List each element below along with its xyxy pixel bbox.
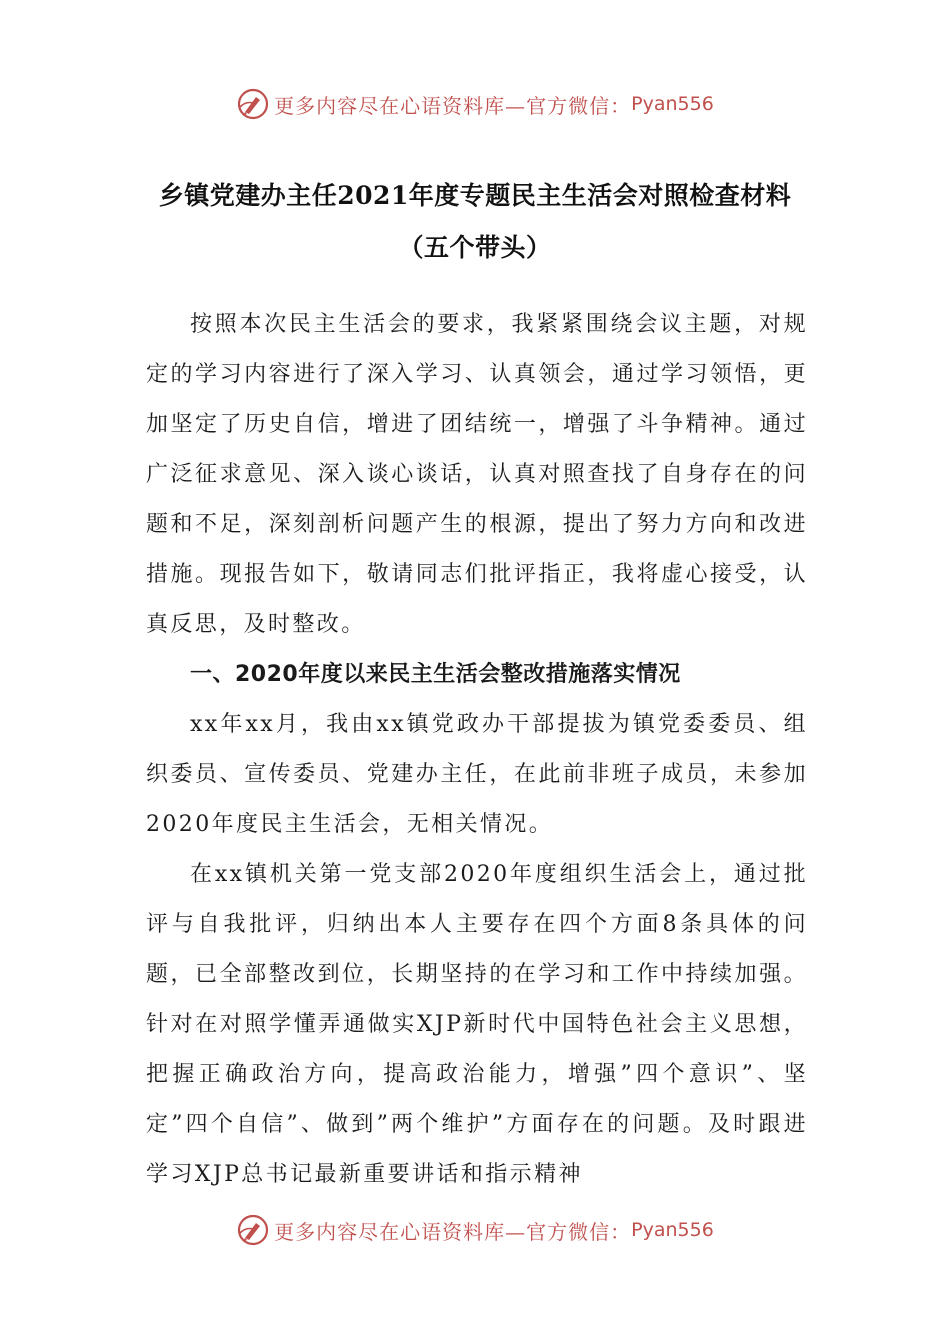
watermark-header xyxy=(0,84,950,124)
watermark-handle: Pyan556 xyxy=(631,93,714,115)
intro-paragraph: 按照本次民主生活会的要求，我紧紧围绕会议主题，对规定的学习内容进行了深入学习、认真领会，通过学习领悟，更加坚定了历史自信，增进了团结统一，增强了斗争精神。通过广泛征求意见、深入谈心谈话，认真对照查找了自身存在的问题和不足，深刻剖析问题产生的根源，提出了努力方向和改进措施。现报告如下，敬请同志们批评指正，我将虚心接受，认真反思，及时整改。 xyxy=(146,312,808,637)
document-subtitle: （五个带头） xyxy=(398,233,552,262)
watermark-handle: Pyan556 xyxy=(631,1219,714,1241)
watermark-text: 更多内容尽在心语资料库—官方微信： xyxy=(274,93,632,118)
pen-nib-logo-icon xyxy=(236,87,270,121)
section-paragraph: 在xx镇机关第一党支部2020年度组织生活会上，通过批评与自我批评，归纳出本人主要存在四个方面8条具体的问题，已全部整改到位，长期坚持的在学习和工作中持续加强。针对在对照学懂弄通做实XJP新时代中国特色社会主义思想，把握正确政治方向，提高政治能力，增强”四个意识”、坚定”四个自信”、做到”两个维护”方面存在的问题。及时跟进学习XJP总书记最新重要讲话和指示精神 xyxy=(146,862,808,1187)
watermark-footer xyxy=(0,1210,950,1250)
pen-nib-logo-icon xyxy=(236,1213,270,1247)
document-title: 乡镇党建办主任2021年度专题民主生活会对照检查材料 xyxy=(158,181,792,210)
watermark-text: 更多内容尽在心语资料库—官方微信： xyxy=(274,1219,632,1244)
document-body xyxy=(146,300,808,1200)
section-heading: 一、2020年度以来民主生活会整改措施落实情况 xyxy=(190,662,681,687)
section-paragraph: xx年xx月，我由xx镇党政办干部提拔为镇党委委员、组织委员、宣传委员、党建办主任，在此前非班子成员，未参加2020年度民主生活会，无相关情况。 xyxy=(146,712,808,837)
